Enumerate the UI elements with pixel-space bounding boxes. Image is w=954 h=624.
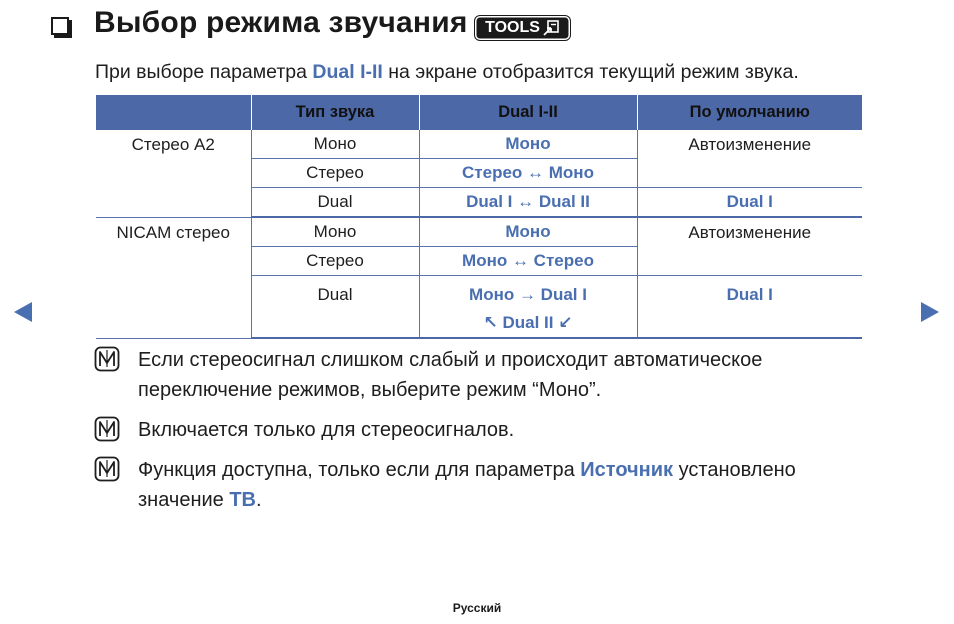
dual-cell-line: Моно → Dual I bbox=[469, 285, 587, 304]
dual-cell bbox=[419, 276, 637, 339]
previous-page-arrow-icon[interactable] bbox=[14, 302, 32, 322]
dual-cell: Моно bbox=[419, 130, 637, 159]
dual-cell: Стерео ↔ Моно bbox=[419, 159, 637, 188]
source-parameter: Источник bbox=[580, 459, 674, 481]
note-item bbox=[94, 415, 884, 445]
intro-text: При выборе параметра Dual I-II на экране отобразится текущий режим звука. bbox=[95, 61, 799, 83]
sound-type-cell: Стерео bbox=[251, 159, 419, 188]
dual-cell: Моно bbox=[419, 217, 637, 247]
dual-cell: Dual I ↔ Dual II bbox=[419, 188, 637, 218]
header-source bbox=[96, 95, 251, 130]
dual-cell: Моно ↔ Стерео bbox=[419, 247, 637, 276]
default-cell: Dual I bbox=[637, 276, 862, 339]
header-default: По умолчанию bbox=[637, 95, 862, 130]
note-text: Включается только для стереосигналов. bbox=[138, 419, 515, 441]
sound-type-cell: Моно bbox=[251, 130, 419, 159]
source-cell: Стерео A2 bbox=[96, 130, 251, 217]
remote-tools-icon bbox=[542, 20, 560, 36]
sound-type-cell: Dual bbox=[251, 188, 419, 218]
header-dual: Dual I-II bbox=[419, 95, 637, 130]
note-text: Функция доступна, только если для параметра Источник установлено значение ТВ. bbox=[138, 459, 796, 511]
default-cell: Автоизменение bbox=[637, 217, 862, 276]
dual-cell-line: ↖ Dual II ↙ bbox=[483, 313, 573, 332]
tv-value: ТВ bbox=[229, 489, 257, 511]
sound-type-cell: Dual bbox=[251, 276, 419, 339]
dual-i-ii-parameter: Dual I-II bbox=[312, 61, 383, 83]
checkbox-icon bbox=[51, 17, 69, 35]
note-icon bbox=[94, 346, 120, 372]
note-item bbox=[94, 455, 884, 515]
sound-type-cell: Стерео bbox=[251, 247, 419, 276]
note-icon bbox=[94, 416, 120, 442]
tools-badge bbox=[475, 16, 570, 40]
note-text: Если стереосигнал слишком слабый и происходит автоматическое переключение режимов, выберите режим “Моно”. bbox=[138, 349, 763, 401]
note-icon bbox=[94, 456, 120, 482]
sound-type-cell: Моно bbox=[251, 217, 419, 247]
tools-badge-label: TOOLS bbox=[485, 19, 540, 36]
page-title: Выбор режима звучания bbox=[94, 6, 468, 39]
note-item bbox=[94, 345, 884, 405]
header-sound-type: Тип звука bbox=[251, 95, 419, 130]
default-cell: Автоизменение bbox=[637, 130, 862, 188]
table-header-row bbox=[96, 95, 862, 130]
footer-language: Русский bbox=[452, 601, 502, 615]
table-row bbox=[96, 130, 862, 159]
source-cell: NICAM стерео bbox=[96, 217, 251, 338]
next-page-arrow-icon[interactable] bbox=[921, 302, 939, 322]
default-cell: Dual I bbox=[637, 188, 862, 218]
table-row bbox=[96, 217, 862, 247]
sound-mode-table bbox=[96, 95, 862, 339]
